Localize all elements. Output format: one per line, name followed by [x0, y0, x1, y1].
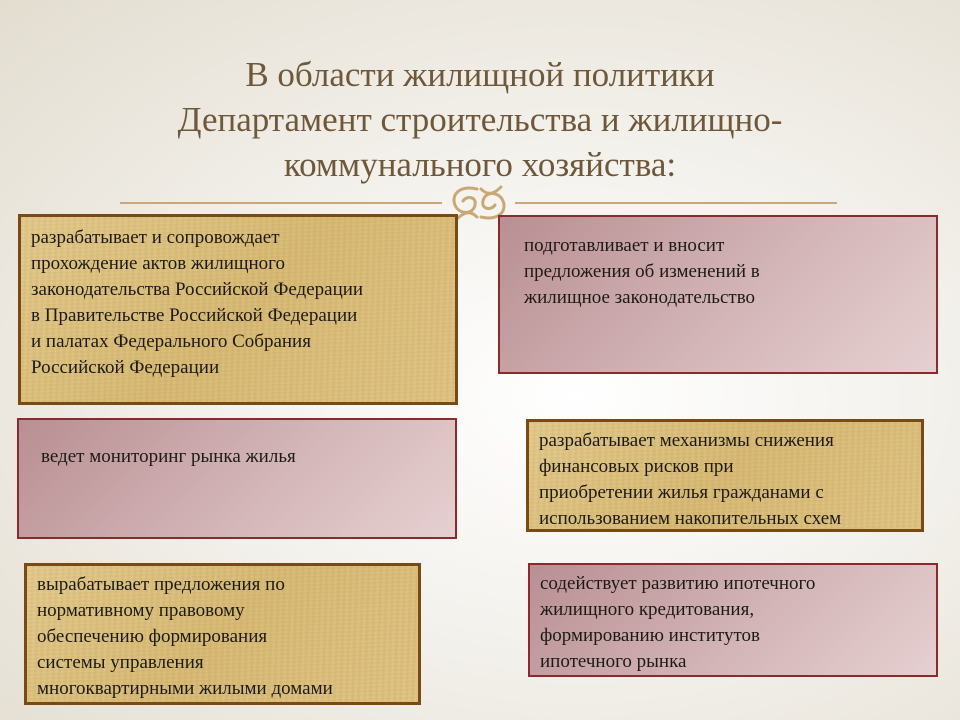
duty-box-building-management-proposals	[24, 563, 421, 705]
duty-text: ведет мониторинг рынка жилья	[41, 446, 296, 467]
title-divider-left	[120, 202, 442, 204]
title-line: Департамент строительства и жилищно-	[177, 100, 783, 139]
duty-text: содействует развитию ипотечного жилищного кредитования, формированию институтов ипотечного рынка	[540, 573, 816, 672]
duty-box-housing-market-monitoring	[17, 418, 457, 539]
duty-text: разрабатывает механизмы снижения финансовых рисков при приобретении жилья гражданами с использованием накопительных схем	[539, 430, 842, 529]
duty-text: разрабатывает и сопровождает прохождение актов жилищного законодательства Российской Федерации в Правительстве Российской Федерации и палатах Федерального Собрания Российской Федерации	[31, 227, 364, 378]
duty-text: подготавливает и вносит предложения об изменений в жилищное законодательство	[524, 235, 760, 308]
duty-box-mortgage-lending	[528, 563, 938, 677]
duty-text: вырабатывает предложения по нормативному правовому обеспечению формирования системы управления многоквартирными жилыми домами	[37, 574, 333, 699]
title-line: коммунального хозяйства:	[283, 145, 677, 184]
duty-box-legislation-proposals	[498, 215, 938, 374]
slide-title	[100, 52, 860, 187]
duty-box-financial-risk-mechanisms	[526, 419, 924, 532]
duty-box-legislation-support	[18, 214, 458, 405]
title-divider-right	[515, 202, 837, 204]
title-line: В области жилищной политики	[245, 55, 715, 94]
